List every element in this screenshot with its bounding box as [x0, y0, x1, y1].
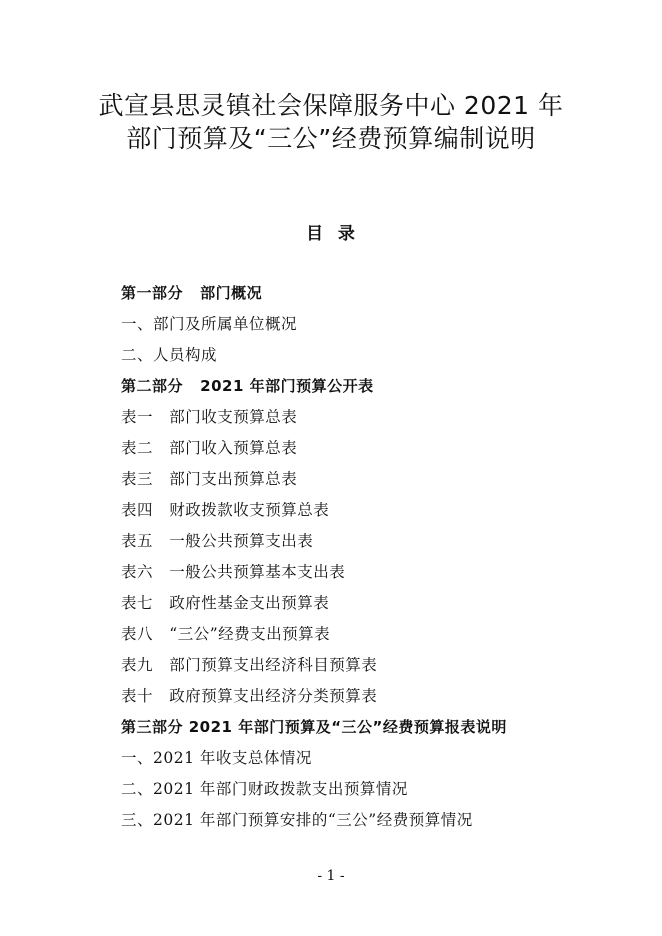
toc-heading: 目 录 — [306, 224, 356, 244]
table-of-contents — [121, 278, 621, 836]
toc-entry: 三、2021 年部门预算安排的“三公”经费预算情况 — [121, 811, 473, 829]
toc-entry: 表八 “三公”经费支出预算表 — [121, 625, 331, 643]
toc-entry: 二、2021 年部门财政拨款支出预算情况 — [121, 780, 408, 798]
toc-section-heading: 第三部分 2021 年部门预算及“三公”经费预算报表说明 — [121, 718, 507, 736]
toc-entry: 表五 一般公共预算支出表 — [121, 532, 314, 550]
toc-entry: 表十 政府预算支出经济分类预算表 — [121, 687, 378, 705]
toc-entry: 表七 政府性基金支出预算表 — [121, 594, 330, 612]
document-title-line-1: 武宣县思灵镇社会保障服务中心 2021 年 — [98, 91, 564, 120]
page-number: - 1 - — [317, 868, 345, 884]
toc-entry: 一、部门及所属单位概况 — [121, 315, 298, 333]
document-title-line-2: 部门预算及“三公”经费预算编制说明 — [126, 124, 536, 153]
toc-entry: 表六 一般公共预算基本支出表 — [121, 563, 346, 581]
toc-entry: 二、人员构成 — [121, 346, 218, 364]
toc-section-heading: 第一部分 部门概况 — [121, 284, 263, 302]
toc-entry: 表一 部门收支预算总表 — [121, 408, 298, 426]
toc-entry: 表二 部门收入预算总表 — [121, 439, 298, 457]
toc-entry: 表三 部门支出预算总表 — [121, 470, 298, 488]
toc-section-heading: 第二部分 2021 年部门预算公开表 — [121, 377, 374, 395]
toc-entry: 表四 财政拨款收支预算总表 — [121, 501, 330, 519]
toc-entry: 一、2021 年收支总体情况 — [121, 749, 312, 767]
toc-entry: 表九 部门预算支出经济科目预算表 — [121, 656, 378, 674]
